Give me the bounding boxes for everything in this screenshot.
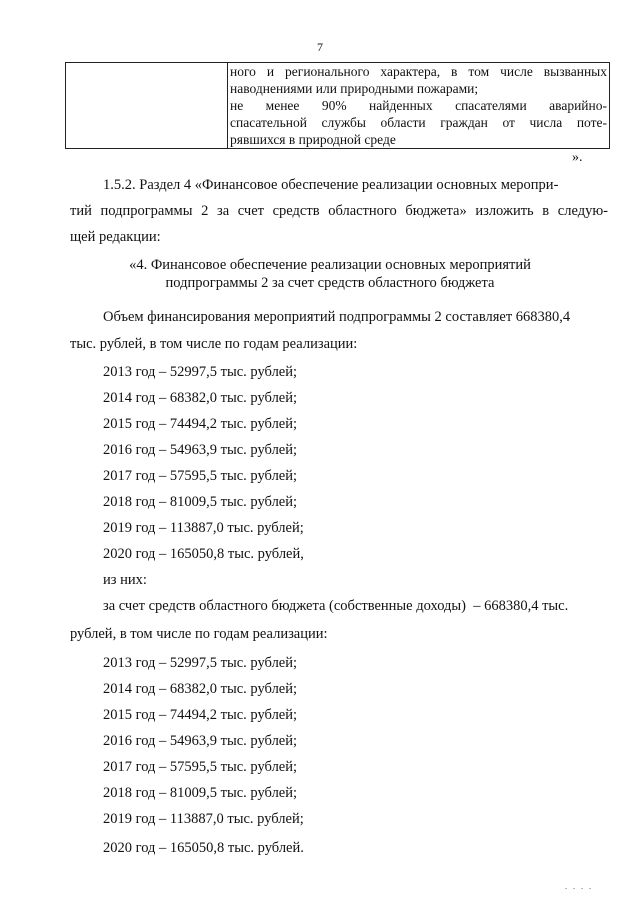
heading-line: подпрограммы 2 за счет средств областного бюджета	[165, 275, 495, 291]
heading-line: «4. Финансовое обеспечение реализации основных мероприятий	[129, 257, 531, 273]
year-item: 2014 год – 68382,0 тыс. рублей;	[103, 390, 298, 406]
year-item: 2017 год – 57595,5 тыс. рублей;	[103, 759, 298, 775]
regional-line: рублей, в том числе по годам реализации:	[70, 626, 328, 642]
year-item: 2013 год – 52997,5 тыс. рублей;	[103, 655, 298, 671]
table-cell-empty	[66, 63, 228, 149]
table-line: рявшихся в природной среде	[230, 132, 396, 147]
regional-line: за счет средств областного бюджета (собственные доходы) – 668380,4 тыс.	[103, 598, 569, 614]
year-item: 2020 год – 165050,8 тыс. рублей,	[103, 546, 304, 562]
section-line: щей редакции:	[70, 229, 161, 245]
total-line: тыс. рублей, в том числе по годам реализации:	[70, 336, 358, 352]
year-item: 2020 год – 165050,8 тыс. рублей.	[103, 840, 304, 856]
page-number: 7	[317, 40, 323, 54]
year-item: 2017 год – 57595,5 тыс. рублей;	[103, 468, 298, 484]
year-item: 2018 год – 81009,5 тыс. рублей;	[103, 494, 298, 510]
section-heading	[100, 256, 560, 292]
table-line: спасательной службы области граждан от числа поте-	[230, 115, 607, 130]
total-line: Объем финансирования мероприятий подпрограммы 2 составляет 668380,4	[103, 309, 571, 325]
year-item: 2014 год – 68382,0 тыс. рублей;	[103, 681, 298, 697]
continuation-table	[65, 62, 610, 149]
table-cell-text	[228, 63, 610, 149]
year-item: 2015 год – 74494,2 тыс. рублей;	[103, 707, 298, 723]
tail-mark: . . . .	[565, 882, 593, 891]
year-item: 2013 год – 52997,5 тыс. рублей;	[103, 364, 298, 380]
table-line: не менее 90% найденных спасателями аварийно-	[230, 98, 607, 113]
year-item: 2019 год – 113887,0 тыс. рублей;	[103, 811, 304, 827]
section-line: 1.5.2. Раздел 4 «Финансовое обеспечение реализации основных меропри-	[103, 177, 559, 193]
of-them-label: из них:	[103, 572, 147, 588]
year-item: 2015 год – 74494,2 тыс. рублей;	[103, 416, 298, 432]
year-item: 2019 год – 113887,0 тыс. рублей;	[103, 520, 304, 536]
section-line: тий подпрограммы 2 за счет средств областного бюджета» изложить в следую-	[70, 203, 608, 219]
year-item: 2018 год – 81009,5 тыс. рублей;	[103, 785, 298, 801]
year-item: 2016 год – 54963,9 тыс. рублей;	[103, 442, 298, 458]
table-line: наводнениями или природными пожарами;	[230, 81, 479, 96]
closing-quote: ».	[572, 150, 583, 165]
table-line: ного и регионального характера, в том числе вызванных	[230, 64, 607, 79]
year-item: 2016 год – 54963,9 тыс. рублей;	[103, 733, 298, 749]
